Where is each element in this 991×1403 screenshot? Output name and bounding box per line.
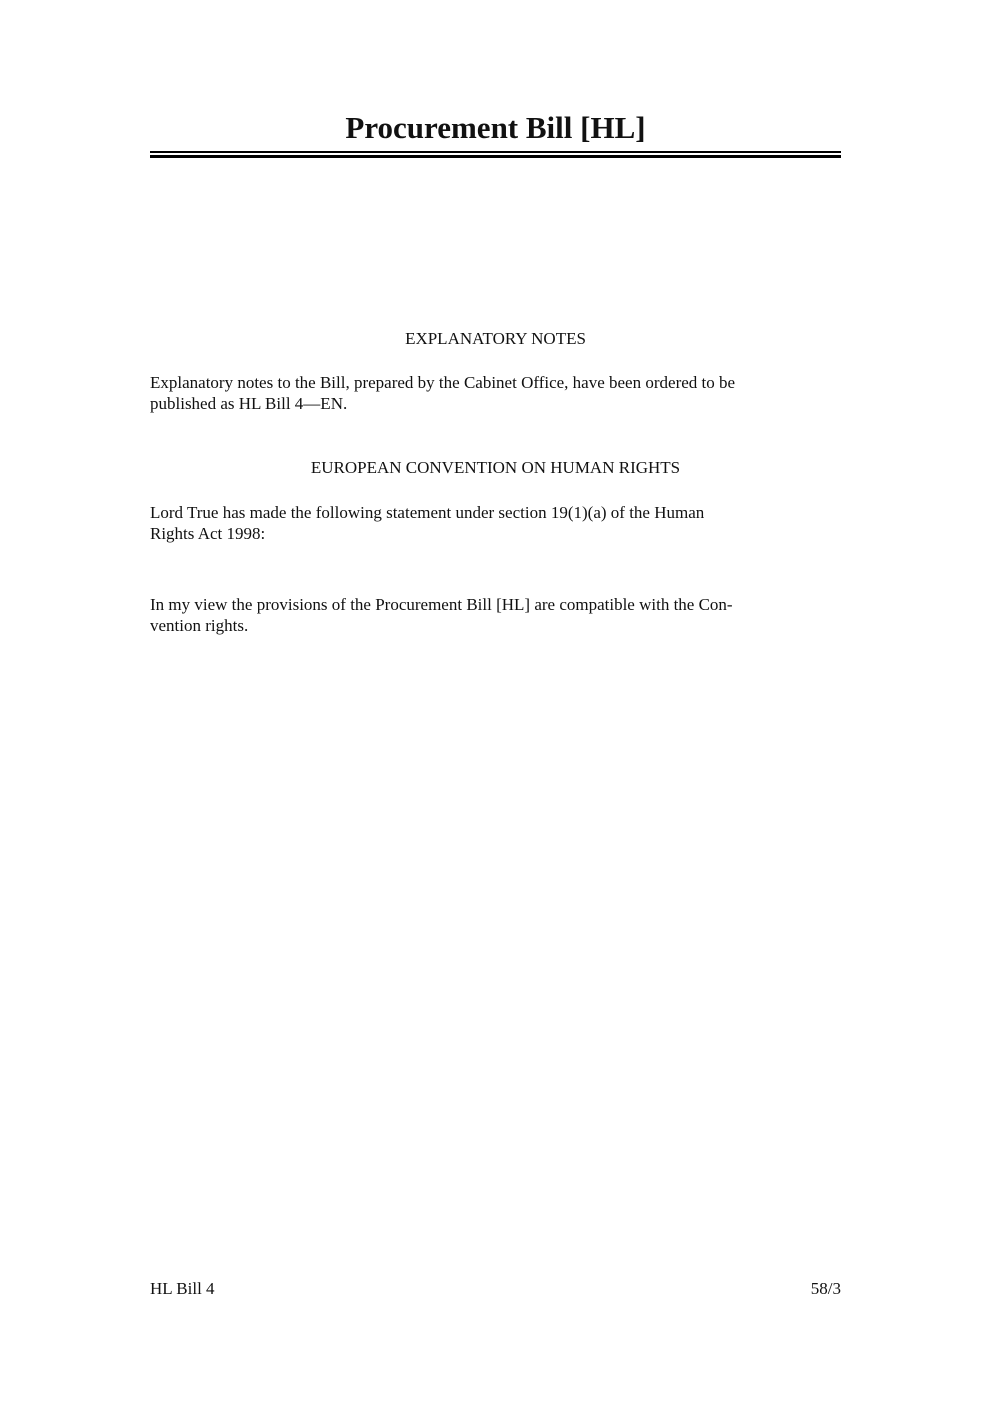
text-line: Explanatory notes to the Bill, prepared by the Cabinet Office, have been ordered to be (150, 373, 736, 392)
text-line: published as HL Bill 4—EN. (150, 394, 348, 413)
text-line: In my view the provisions of the Procurement Bill [HL] are compatible with the Con- (150, 595, 733, 614)
text-line: vention rights. (150, 616, 249, 635)
title-rule-thick (150, 155, 841, 158)
document-title: Procurement Bill [HL] (345, 110, 646, 145)
text-line: Rights Act 1998: (150, 524, 266, 543)
explanatory-notes-text (150, 372, 841, 414)
text-line: Lord True has made the following statement under section 19(1)(a) of the Human (150, 503, 705, 522)
title-rule-thin (150, 151, 841, 153)
footer-print-ref: 58/3 (810, 1279, 841, 1298)
footer-bill-ref: HL Bill 4 (150, 1279, 215, 1298)
compatibility-statement (150, 594, 841, 636)
explanatory-notes-heading: EXPLANATORY NOTES (405, 329, 586, 348)
echr-heading: EUROPEAN CONVENTION ON HUMAN RIGHTS (310, 458, 681, 477)
echr-text (150, 502, 841, 544)
